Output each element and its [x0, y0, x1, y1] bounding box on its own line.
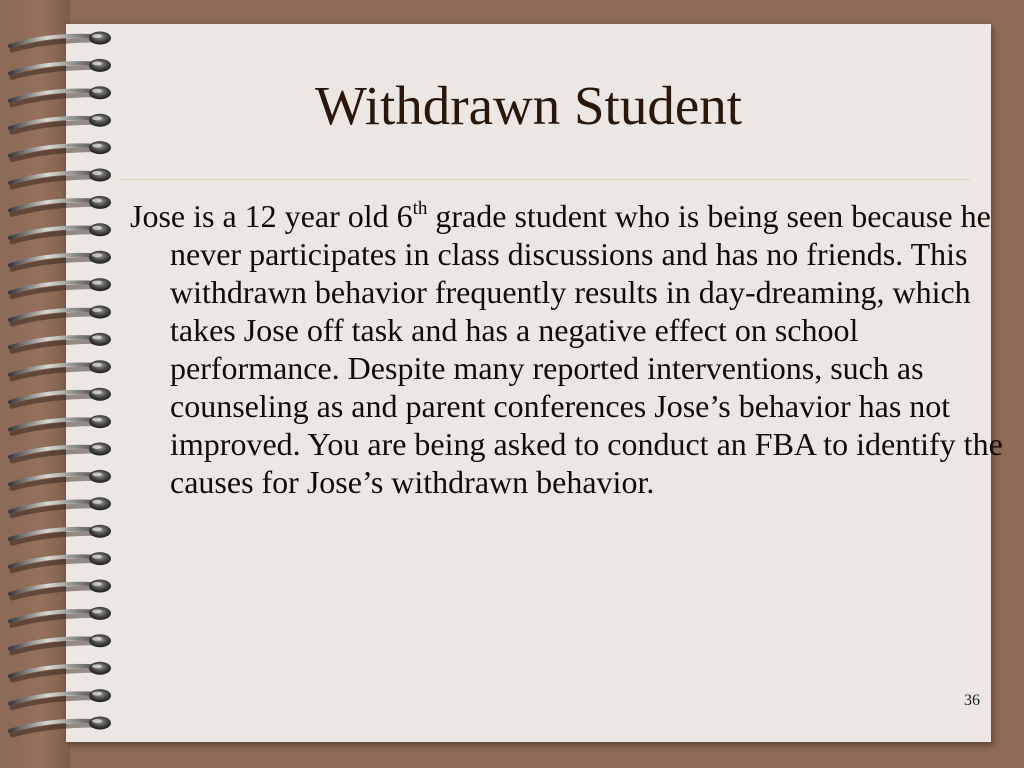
- binding-coil: [10, 306, 111, 325]
- binding-coil: [10, 525, 111, 544]
- binding-coil: [10, 443, 111, 462]
- binding-coil: [10, 415, 111, 434]
- binding-coil: [10, 278, 111, 297]
- slide-body-text: [130, 197, 1005, 501]
- binding-coil: [10, 689, 111, 708]
- binding-coil: [10, 141, 111, 160]
- binding-coil: [10, 607, 111, 626]
- body-text-part2: grade student who is being seen because he never participates in class discussions and has no friends. This withdrawn behavior frequently results in day-dreaming, which takes Jose off task and has a negative effect on school performance. Despite many reported interventions, such as counseling as and parent conferences Jose’s behavior has not improved. You are being asked to conduct an FBA to identify the causes for Jose’s withdrawn behavior.: [170, 198, 1003, 500]
- binding-coil: [10, 360, 111, 379]
- binding-coil: [10, 32, 111, 51]
- title-divider: [120, 179, 970, 180]
- binding-coil: [10, 388, 111, 407]
- body-text-part1: Jose is a 12 year old 6: [130, 198, 413, 234]
- binding-coil: [10, 251, 111, 270]
- binding-coil: [10, 717, 111, 736]
- ordinal-superscript: th: [412, 198, 428, 219]
- binding-coil: [10, 634, 111, 653]
- binding-coil: [10, 580, 111, 599]
- binding-coil: [10, 497, 111, 516]
- binding-coil: [10, 662, 111, 681]
- binding-coil: [10, 223, 111, 242]
- slide-title: Withdrawn Student: [314, 75, 743, 136]
- binding-coil: [10, 59, 111, 78]
- binding-coil: [10, 196, 111, 215]
- binding-coil: [10, 470, 111, 489]
- binding-coil: [10, 333, 111, 352]
- page-number: 36: [964, 692, 980, 709]
- binding-coil: [10, 169, 111, 188]
- binding-coil: [10, 552, 111, 571]
